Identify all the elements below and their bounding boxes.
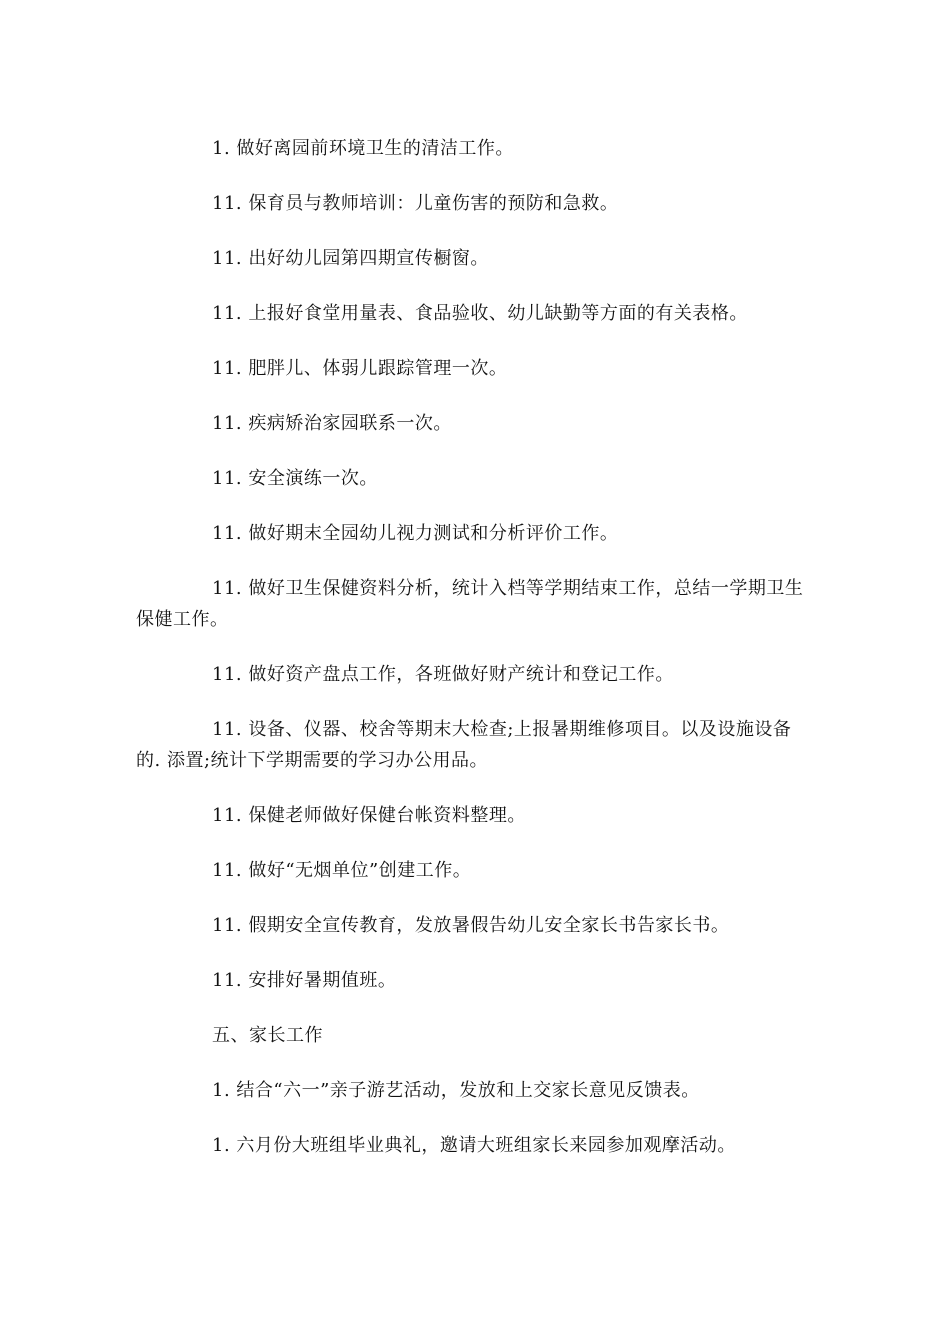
- paragraph-12: 11. 保健老师做好保健台帐资料整理。: [212, 805, 526, 826]
- paragraph-18: 1. 六月份大班组毕业典礼，邀请大班组家长来园参加观摩活动。: [212, 1135, 736, 1156]
- paragraph-17: 1. 结合“六一”亲子游艺活动，发放和上交家长意见反馈表。: [212, 1080, 700, 1101]
- paragraph-1: 1. 做好离园前环境卫生的清洁工作。: [212, 138, 514, 159]
- paragraph-9: 11. 做好卫生保健资料分析，统计入档等学期结束工作，总结一学期卫生保健工作。: [136, 578, 804, 630]
- paragraph-2: 11. 保育员与教师培训：儿童伤害的预防和急救。: [212, 193, 619, 214]
- section-heading: 五、家长工作: [212, 1025, 323, 1046]
- paragraph-7: 11. 安全演练一次。: [212, 468, 378, 489]
- paragraph-4: 11. 上报好食堂用量表、食品验收、幼儿缺勤等方面的有关表格。: [212, 303, 748, 324]
- paragraph-10: 11. 做好资产盘点工作，各班做好财产统计和登记工作。: [212, 664, 674, 685]
- paragraph-3: 11. 出好幼儿园第四期宣传橱窗。: [212, 248, 489, 269]
- paragraph-13: 11. 做好“无烟单位”创建工作。: [212, 860, 472, 881]
- paragraph-14: 11. 假期安全宣传教育，发放暑假告幼儿安全家长书告家长书。: [212, 915, 730, 936]
- paragraph-15: 11. 安排好暑期值班。: [212, 970, 397, 991]
- paragraph-11: 11. 设备、仪器、校舍等期末大检查;上报暑期维修项目。以及设施设备的. 添置;统计下学期需要的学习办公用品。: [136, 719, 792, 771]
- paragraph-8: 11. 做好期末全园幼儿视力测试和分析评价工作。: [212, 523, 619, 544]
- document-body: [136, 133, 816, 1185]
- paragraph-5: 11. 肥胖儿、体弱儿跟踪管理一次。: [212, 358, 508, 379]
- paragraph-6: 11. 疾病矫治家园联系一次。: [212, 413, 452, 434]
